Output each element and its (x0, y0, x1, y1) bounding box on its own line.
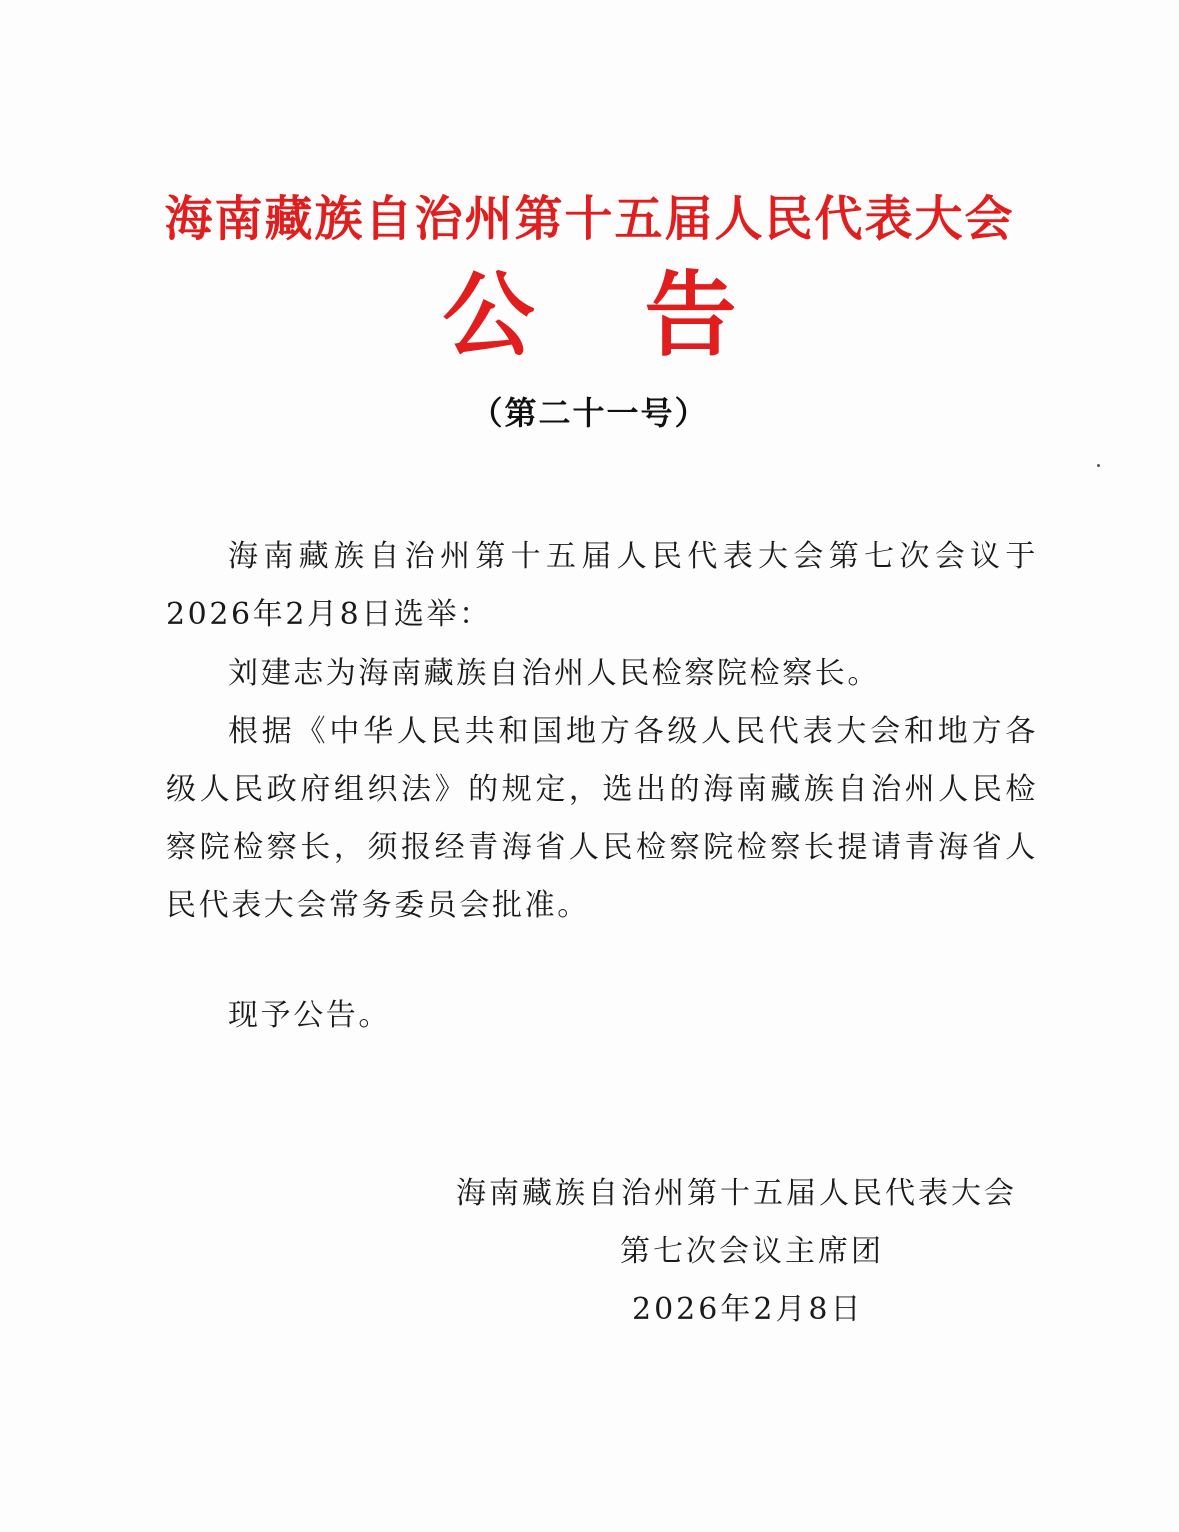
issuer-title: 海南藏族自治州第十五届人民代表大会 (164, 191, 1015, 247)
paragraph-legal-basis: 根据《中华人民共和国地方各级人民代表大会和地方各级人民政府组织法》的规定，选出的海南藏族自治州人民检察院检察长，须报经青海省人民检察院检察长提请青海省人民代表大会常务委员会批准。 (166, 714, 1038, 923)
paragraph-closing: 现予公告。 (228, 998, 391, 1033)
scan-speck (1097, 464, 1100, 467)
document-number: （第二十一号） (470, 394, 709, 432)
paragraph-election-date: 海南藏族自治州第十五届人民代表大会第七次会议于2026年2月8日选举： (166, 539, 1038, 632)
paragraph-elected-person: 刘建志为海南藏族自治州人民检察院检察长。 (228, 656, 880, 691)
signature-presidium: 第七次会议主席团 (620, 1234, 884, 1269)
notice-heading: 公告 (442, 261, 847, 369)
signature-date: 2026年2月8日 (632, 1292, 864, 1327)
signature-organization: 海南藏族自治州第十五届人民代表大会 (456, 1176, 1017, 1211)
